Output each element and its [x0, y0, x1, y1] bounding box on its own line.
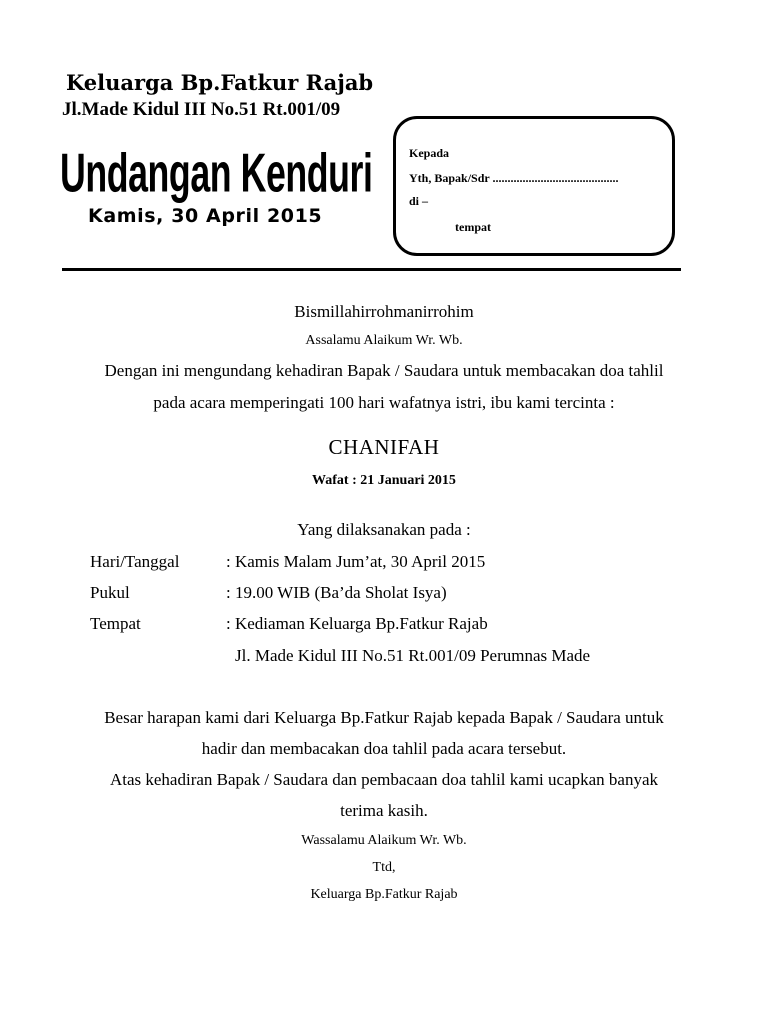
invitation-title: Undangan Kenduri	[60, 142, 373, 204]
thanks-line-2: terima kasih.	[340, 801, 428, 820]
greeting: Assalamu Alaikum Wr. Wb.	[305, 333, 463, 348]
opening-basmalah: Bismillahirrohmanirrohim	[294, 302, 474, 321]
detail-label-day-date: Hari/Tanggal	[90, 552, 180, 571]
detail-label-time: Pukul	[90, 583, 130, 602]
family-address: Jl.Made Kidul III No.51 Rt.001/09	[62, 99, 341, 120]
detail-label-place: Tempat	[90, 614, 141, 633]
deceased-name: CHANIFAH	[328, 435, 440, 459]
hope-line-2: hadir dan membacakan doa tahlil pada acara tersebut.	[201, 739, 567, 758]
invitation-line-2: pada acara memperingati 100 hari wafatnya istri, ibu kami tercinta :	[153, 393, 615, 412]
detail-value-time: : 19.00 WIB (Ba’da Sholat Isya)	[226, 583, 447, 602]
recipient-di-line: di –	[409, 194, 429, 208]
hope-line-1: Besar harapan kami dari Keluarga Bp.Fatkur Rajab kepada Bapak / Saudara untuk	[104, 708, 664, 727]
invitation-line-1: Dengan ini mengundang kehadiran Bapak / Saudara untuk membacakan doa tahlil	[104, 361, 664, 380]
event-date: Kamis, 30 April 2015	[88, 205, 323, 227]
venue-address: Jl. Made Kidul III No.51 Rt.001/09 Perumnas Made	[235, 646, 591, 665]
recipient-to-label: Kepada	[409, 146, 450, 160]
thanks-line-1: Atas kehadiran Bapak / Saudara dan pembacaan doa tahlil kami ucapkan banyak	[109, 770, 659, 789]
held-on-heading: Yang dilaksanakan pada :	[297, 520, 471, 539]
recipient-place-line: tempat	[455, 220, 491, 234]
closing-greeting: Wassalamu Alaikum Wr. Wb.	[301, 833, 467, 848]
detail-value-place: : Kediaman Keluarga Bp.Fatkur Rajab	[226, 614, 488, 633]
recipient-addressee-line: Yth, Bapak/Sdr ..........................................	[409, 171, 619, 185]
signed-label: Ttd,	[372, 860, 396, 875]
header-divider	[62, 268, 681, 271]
recipient-box	[393, 116, 675, 256]
family-name: Keluarga Bp.Fatkur Rajab	[66, 70, 374, 95]
death-date: Wafat : 21 Januari 2015	[312, 473, 456, 488]
signature-name: Keluarga Bp.Fatkur Rajab	[310, 887, 458, 902]
detail-value-day-date: : Kamis Malam Jum’at, 30 April 2015	[226, 552, 486, 571]
